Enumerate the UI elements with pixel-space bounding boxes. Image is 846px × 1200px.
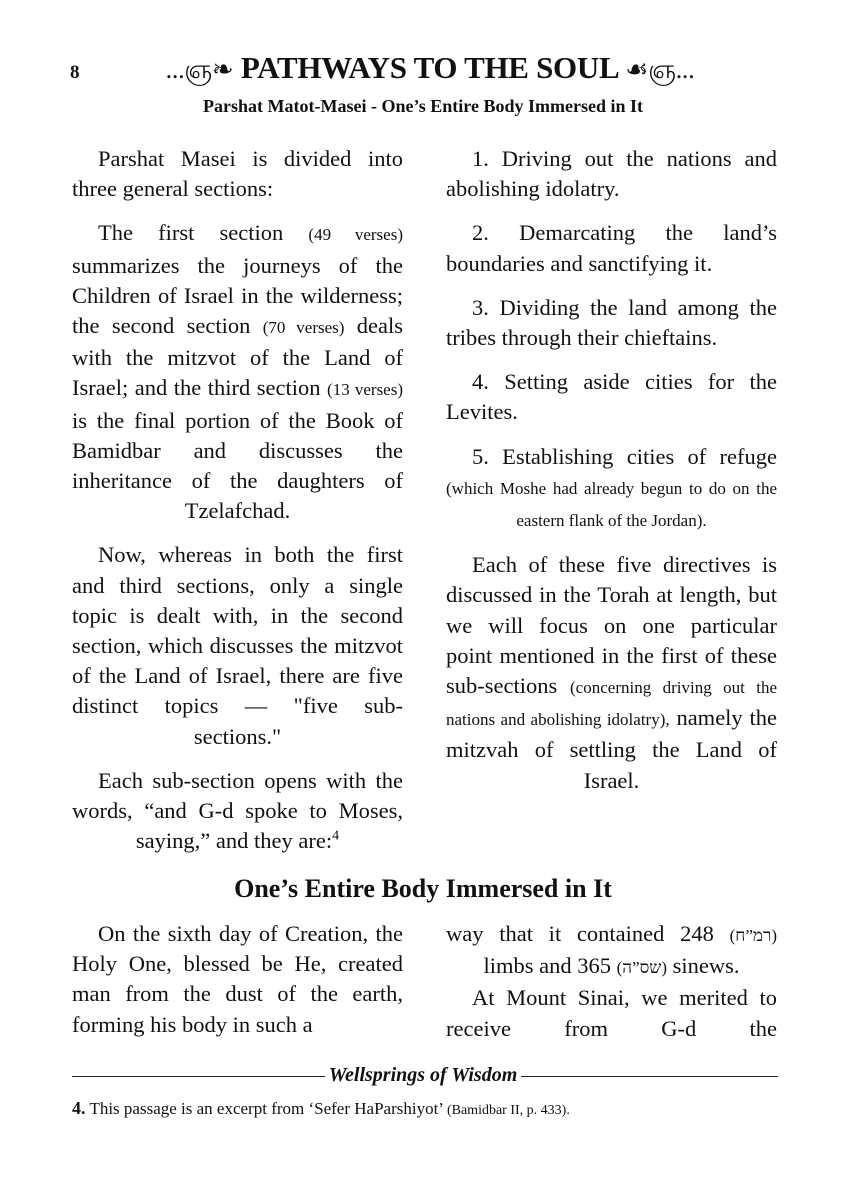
list-item: 4. Setting aside cities for the Levites. [446,369,777,425]
list-item: 3. Dividing the land among the tribes through their chieftains. [446,294,777,351]
list-item: 2. Demarcating the land’s boundaries and sanctifying it. [446,220,777,276]
ornament-left-icon: ...ஞ❧ [165,55,234,84]
paragraph: The first section (49 verses) summarizes the journeys of the Children of Israel in the wilderness; the second section (70 verses) deals with the mitzvot of the Land of Israel; and the third section (13 verses) is the final portion of the Book of Bamidbar and discusses the inheritance of the daughters of Tzelafchad. [72,220,404,524]
paragraph: Parshat Masei is divided into three general sections: [72,146,403,202]
section-right-column [446,919,777,1058]
right-column [446,144,777,810]
book-title: PATHWAYS TO THE SOUL [240,50,618,85]
list-item: 1. Driving out the nations and abolishing idolatry. [446,146,777,202]
paragraph: On the sixth day of Creation, the Holy One, blessed be He, created man from the dust of the earth, forming his body in such a [72,921,403,1037]
paragraph: Now, whereas in both the first and third sections, only a single topic is dealt with, in the second section, which discusses the mitzvot of the Land of Israel, there are five distinct topics — "five sub-sections." [72,542,403,749]
paragraph: Each of these five directives is discussed in the Torah at length, but we will focus on one particular point mentioned in the first of these sub-sections (concerning driving out the nations and abolishing idolatry), namely the mitzvah of settling the Land of Israel. [446,552,777,793]
footnote: 4. This passage is an excerpt from ‘Sefer HaParshiyot’ (Bamidbar II, p. 433). [72,1098,570,1118]
paragraph: way that it contained 248 (רמ”ח) limbs and 365 (שס”ה) sinews. [446,921,777,979]
section-title: One’s Entire Body Immersed in It [234,874,612,903]
left-column [72,144,403,870]
ornament-right-icon: ☙ஞ... [625,55,695,84]
footer-ornament [0,1064,846,1087]
footer-ornament-title: Wellsprings of Wisdom [325,1064,522,1086]
section-left-column [72,919,403,1054]
chapter-subtitle: Parshat Matot-Masei - One’s Entire Body Immersed in It [203,96,643,116]
paragraph: Each sub-section opens with the words, “and G-d spoke to Moses, saying,” and they are:$^4$ [72,767,403,854]
list-item: 5. Establishing cities of refuge (which Moshe had already begun to do on the eastern flank of the Jordan). [446,443,777,531]
page-number: 8 [70,62,80,83]
footnote-ref[interactable]: 4 [332,828,340,844]
paragraph: At Mount Sinai, we merited to receive from G-d the [446,985,777,1041]
running-header [130,50,730,88]
